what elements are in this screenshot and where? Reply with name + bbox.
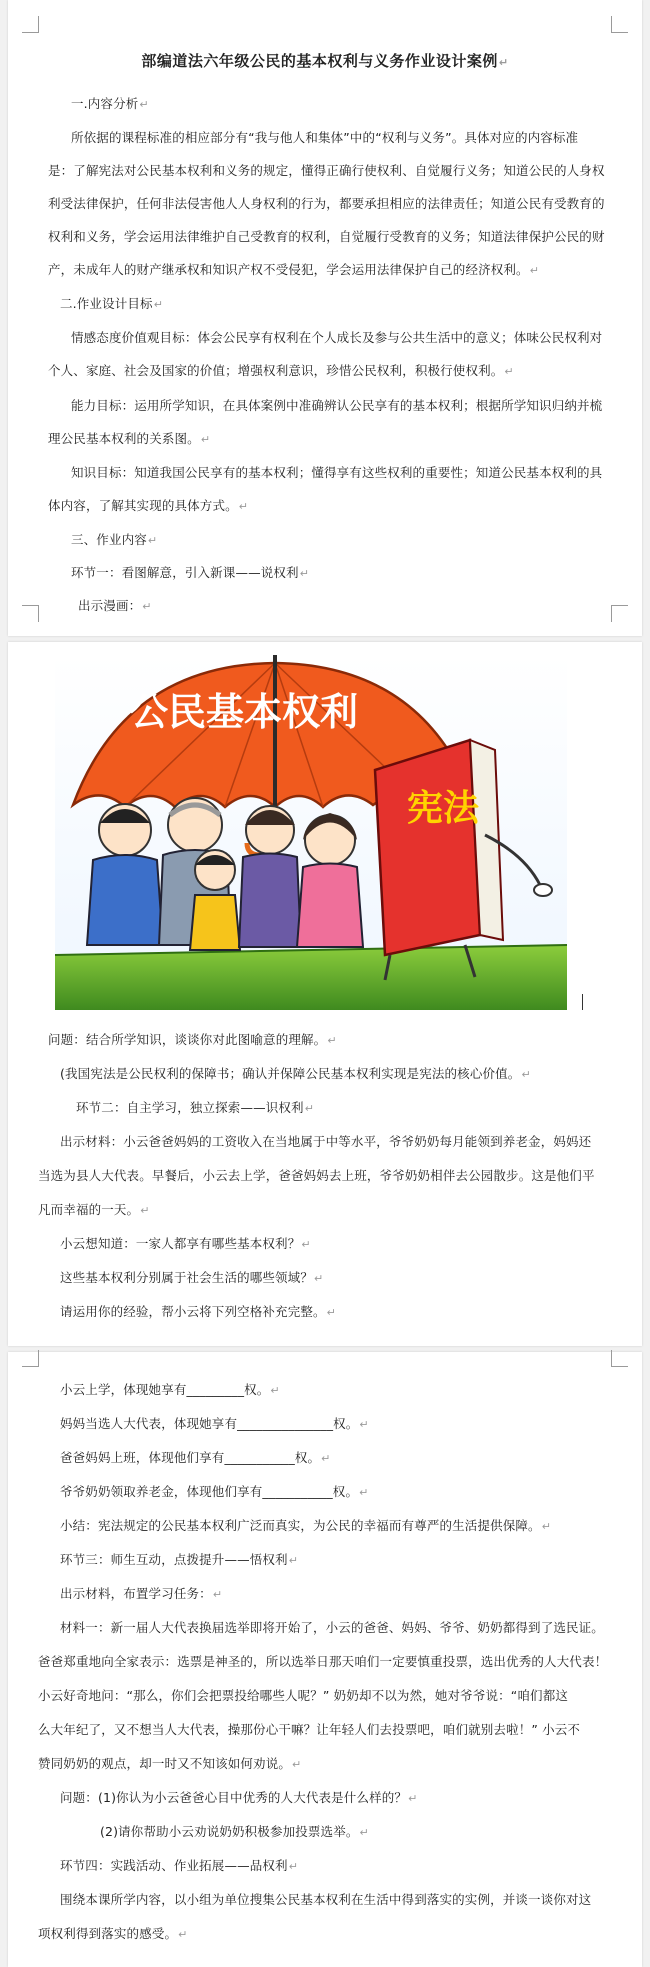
paragraph-line: 个人、家庭、社会及国家的价值；增强权利意识，珍惜公民权利，积极行使权利。↵ (48, 363, 514, 378)
section-heading: 二.作业设计目标↵ (60, 296, 164, 311)
paragraph-line: 环节三：师生互动，点拨提升——悟权利↵ (60, 1552, 299, 1567)
section-heading: 一.内容分析↵ (71, 96, 149, 111)
paragraph-line: 产，未成年人的财产继承权和知识产权不受侵犯，学会运用法律保护自己的经济权利。↵ (48, 262, 540, 277)
paragraph-line: 项权利得到落实的感受。↵ (38, 1926, 188, 1941)
paragraph-line: 环节一：看图解意，引入新课——说权利↵ (71, 565, 310, 580)
page-corner-mark (611, 1350, 628, 1367)
paragraph-line: 环节四：实践活动、作业拓展——品权利↵ (60, 1858, 299, 1873)
paragraph-line: 出示材料，布置学习任务：↵ (60, 1586, 223, 1601)
fill-blank-item: 爷爷奶奶领取养老金，体现他们享有___________权。↵ (60, 1484, 369, 1499)
fill-blank-item: 爸爸妈妈上班，体现他们享有___________权。↵ (60, 1450, 331, 1465)
paragraph-line: (我国宪法是公民权利的保障书；确认并保障公民基本权利实现是宪法的核心价值。↵ (60, 1066, 531, 1081)
grass-ground (55, 945, 567, 1010)
paragraph-line: 是：了解宪法对公民基本权利和义务的规定，懂得正确行使权利、自觉履行义务；知道公民的人身权 (48, 163, 605, 178)
paragraph-line: (2)请你帮助小云劝说奶奶积极参加投票选举。↵ (100, 1824, 369, 1839)
paragraph-line: 小云想知道：一家人都享有哪些基本权利？↵ (60, 1236, 311, 1251)
paragraph-line: 赞同奶奶的观点，却一时又不知该如何劝说。↵ (38, 1756, 302, 1771)
page-corner-mark (22, 605, 39, 622)
paragraph-line: 所依据的课程标准的相应部分有“我与他人和集体”中的“权利与义务”。具体对应的内容标准 (71, 130, 579, 145)
page-corner-mark (611, 16, 628, 33)
umbrella-label: 公民基本权利 (130, 690, 359, 734)
paragraph-line: 环节二：自主学习，独立探索——识权利↵ (76, 1100, 315, 1115)
text-cursor (582, 994, 583, 1010)
comic-svg (55, 655, 567, 1010)
paragraph-line: 凡而幸福的一天。↵ (38, 1202, 150, 1217)
paragraph-line: 体内容，了解其实现的具体方式。↵ (48, 498, 249, 513)
paragraph-line: 权利和义务，学会运用法律维护自己受教育的权利，自觉履行受教育的义务；知道法律保护公民的财 (48, 229, 605, 244)
paragraph-line: 问题：(1)你认为小云爸爸心目中优秀的人大代表是什么样的？↵ (60, 1790, 418, 1805)
book-label: 宪法 (407, 788, 480, 829)
paragraph-line: 知识目标：知道我国公民享有的基本权利；懂得享有这些权利的重要性；知道公民基本权利的具 (71, 465, 603, 480)
paragraph-line: 能力目标：运用所学知识，在具体案例中准确辨认公民享有的基本权利；根据所学知识归纳并梳 (71, 398, 603, 413)
paragraph-line: 当选为县人大代表。早餐后，小云去上学，爸爸妈妈去上班，爷爷奶奶相伴去公园散步。这是他们平 (38, 1168, 595, 1183)
fill-blank-item: 小云上学，体现她享有_________权。↵ (60, 1382, 280, 1397)
paragraph-line: 材料一：新一届人大代表换届选举即将开始了，小云的爸爸、妈妈、爷爷、奶奶都得到了选民证。 (60, 1620, 604, 1635)
paragraph-line: 围绕本课所学内容，以小组为单位搜集公民基本权利在生活中得到落实的实例，并谈一谈你对这 (60, 1892, 592, 1907)
paragraph-line: 爸爸郑重地向全家表示：选票是神圣的，所以选举日那天咱们一定要慎重投票，选出优秀的人大代表！ (38, 1654, 608, 1669)
comic-illustration (55, 655, 567, 1010)
paragraph-line: 这些基本权利分别属于社会生活的哪些领域？↵ (60, 1270, 324, 1285)
paragraph-line: 么大年纪了，又不想当人大代表，操那份心干嘛？让年轻人们去投票吧，咱们就别去啦！” 小云不 (38, 1722, 581, 1737)
document-page-3 (8, 1352, 642, 1967)
paragraph-line: 情感态度价值观目标：体会公民享有权利在个人成长及参与公共生活中的意义；体味公民权利对 (71, 330, 603, 345)
page-corner-mark (22, 1350, 39, 1367)
paragraph-line: 请运用你的经验，帮小云将下列空格补充完整。↵ (60, 1304, 337, 1319)
paragraph-line: 出示漫画：↵ (78, 598, 152, 613)
document-page-1 (8, 0, 642, 636)
paragraph-line: 出示材料：小云爸爸妈妈的工资收入在当地属于中等水平，爷爷奶奶每月能领到养老金，妈妈还 (60, 1134, 592, 1149)
paragraph-line: 理公民基本权利的关系图。↵ (48, 431, 211, 446)
page-corner-mark (22, 16, 39, 33)
paragraph-line: 问题：结合所学知识，谈谈你对此图喻意的理解。↵ (48, 1032, 337, 1047)
paragraph-line: 利受法律保护，任何非法侵害他人人身权利的行为，都要承担相应的法律责任；知道公民有受教育的 (48, 196, 605, 211)
paragraph-line: 小结：宪法规定的公民基本权利广泛而真实，为公民的幸福而有尊严的生活提供保障。↵ (60, 1518, 552, 1533)
section-heading: 三、作业内容↵ (71, 532, 158, 547)
document-title: 部编道法六年级公民的基本权利与义务作业设计案例↵ (141, 52, 509, 70)
paragraph-line: 小云好奇地问：“那么，你们会把票投给哪些人呢？” 奶奶却不以为然，她对爷爷说：“咱们都这 (38, 1688, 569, 1703)
fill-blank-item: 妈妈当选人大代表，体现她享有_______________权。↵ (60, 1416, 369, 1431)
